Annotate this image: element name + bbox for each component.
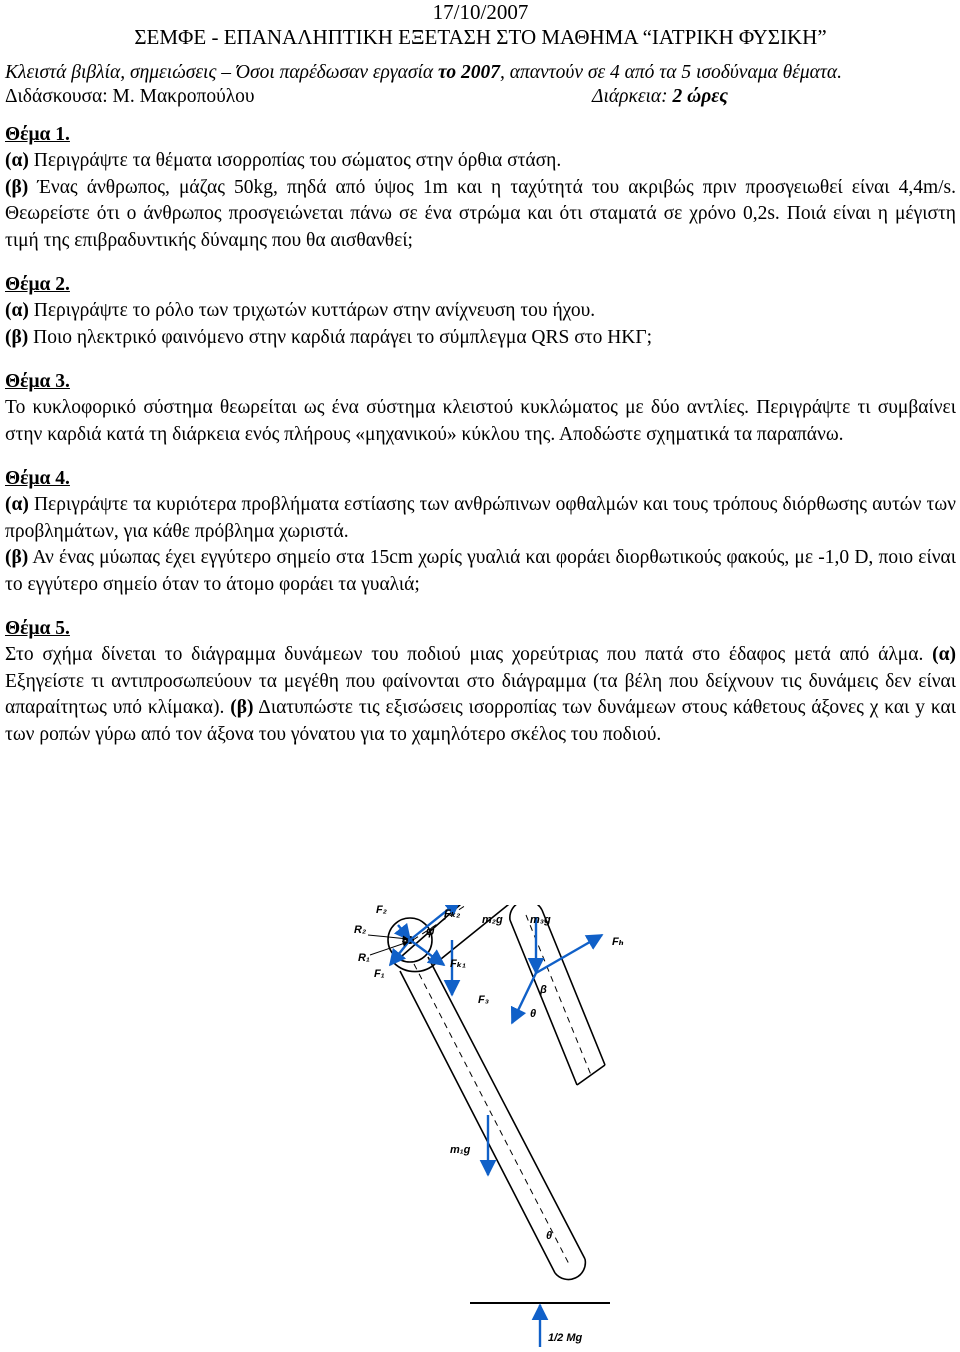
label-m1g: m₁g [450,1144,471,1156]
q5-title: Θέμα 5. [5,618,70,639]
label-f3: F₃ [478,994,489,1006]
label-f2: F₂ [376,905,387,916]
label-m2g: m₂g [482,914,503,926]
label-fh: Fₕ [612,936,624,948]
label-fk1: Fₖ₁ [450,958,466,970]
label-beta: β [540,984,547,996]
label-psi: ψ [426,926,435,938]
label-r1: R₁ [358,952,370,964]
q3-text: Το κυκλοφορικό σύστημα θεωρείται ως ένα σύστημα κλειστού κυκλώματος με δύο αντλίες. Περιγράψτε τι συμβαίνει στην καρδιά κατά τη διάρκεια ενός πλήρους «μηχανικού» κύκλου της. Αποδώστε σχηματικά τα παραπάνω. [5,397,956,445]
exam-title: ΣΕΜΦΕ - ΕΠΑΝΑΛΗΠΤΙΚΗ ΕΞΕΤΑΣΗ ΣΤΟ ΜΑΘΗΜΑ “ΙΑΤΡΙΚΗ ΦΥΣΙΚΗ” [134,25,827,49]
duration: Διάρκεια: 2 ώρες [592,86,728,107]
exam-rules: Κλειστά βιβλία, σημειώσεις – Όσοι παρέδωσαν εργασία το 2007, απαντούν σε 4 από τα 5 ισοδύναμα θέματα. [5,62,842,83]
leg-force-diagram [350,905,940,1352]
q1-part-b: (β) Ένας άνθρωπος, μάζας 50kg, πηδά από ύψος 1m και η ταχύτητά του ακριβώς πριν προσγειωθεί είναι 4,4m/s. Θεωρείστε ότι ο άνθρωπος προσγειώνεται πάνω σε ένα στρώμα και ότι σταματά σε χρόνο 0,2s. Ποιά είναι η μέγιστη τιμή της επιβραδυντικής δύναμης που θα αισθανθεί; [5,176,956,251]
exam-date: 17/10/2007 [432,0,529,24]
label-fk2: Fₖ₂ [444,908,461,920]
q5-text: Στο σχήμα δίνεται το διάγραμμα δυνάμεων του ποδιού μιας χορεύτριας που πατά στο έδαφος μετά από άλμα. (α) Εξηγείστε τι αντιπροσωπεύουν τα μεγέθη που φαίνονται στο διάγραμμα (τα βέλη που δείχνουν τις δυνάμεις δεν είναι απαραίτητως υπό κλίμακα). (β) Διατυπώστε τις εξισώσεις ισορροπίας των δυνάμεων στους κάθετους άξονες χ και y και των ροπών γύρω από τον άξονα του γόνατου για το χαμηλότερο σκέλος του ποδιού. [5,644,956,745]
q4-title: Θέμα 4. [5,468,70,489]
label-m3g: m₃g [530,914,551,926]
q3-title: Θέμα 3. [5,371,70,392]
exam-page [5,0,956,748]
label-theta-bottom: θ [546,1230,553,1242]
q2-part-a: (α) Περιγράψτε το ρόλο των τριχωτών κυττάρων στην ανίχνευση του ήχου. [5,300,596,321]
label-f1: F₁ [374,968,385,980]
q1-title: Θέμα 1. [5,124,70,145]
q2-part-b: (β) Ποιο ηλεκτρικό φαινόμενο στην καρδιά παράγει το σύμπλεγμα QRS στο ΗΚΓ; [5,326,653,348]
q1-part-a: (α) Περιγράψτε τα θέματα ισορροπίας του σώματος στην όρθια στάση. [5,150,562,171]
q4-part-a: (α) Περιγράψτε τα κυριότερα προβλήματα εστίασης των ανθρώπινων οφθαλμών και τους τρόπους διόρθωσης αυτών των προβλημάτων, για κάθε πρόβλημα χωριστά. [5,494,956,542]
fh-arrow [536,935,602,973]
q4-part-b: (β) Αν ένας μύωπας έχει εγγύτερο σημείο στα 15cm χωρίς γυαλιά και φοράει διορθωτικούς φακούς, με -1,0 D, ποιο είναι το εγγύτερο σημείο όταν το άτομο φοράει τα γυαλιά; [5,547,956,595]
instructor: Διδάσκουσα: Μ. Μακροπούλου [5,86,255,107]
instructor-row [5,84,956,110]
label-theta-top: θ [530,1008,537,1020]
q2-title: Θέμα 2. [5,274,70,295]
label-r2: R₂ [354,924,367,936]
label-half-mg: 1/2 Mg [548,1332,583,1344]
lower-leg-segment [400,957,585,1279]
